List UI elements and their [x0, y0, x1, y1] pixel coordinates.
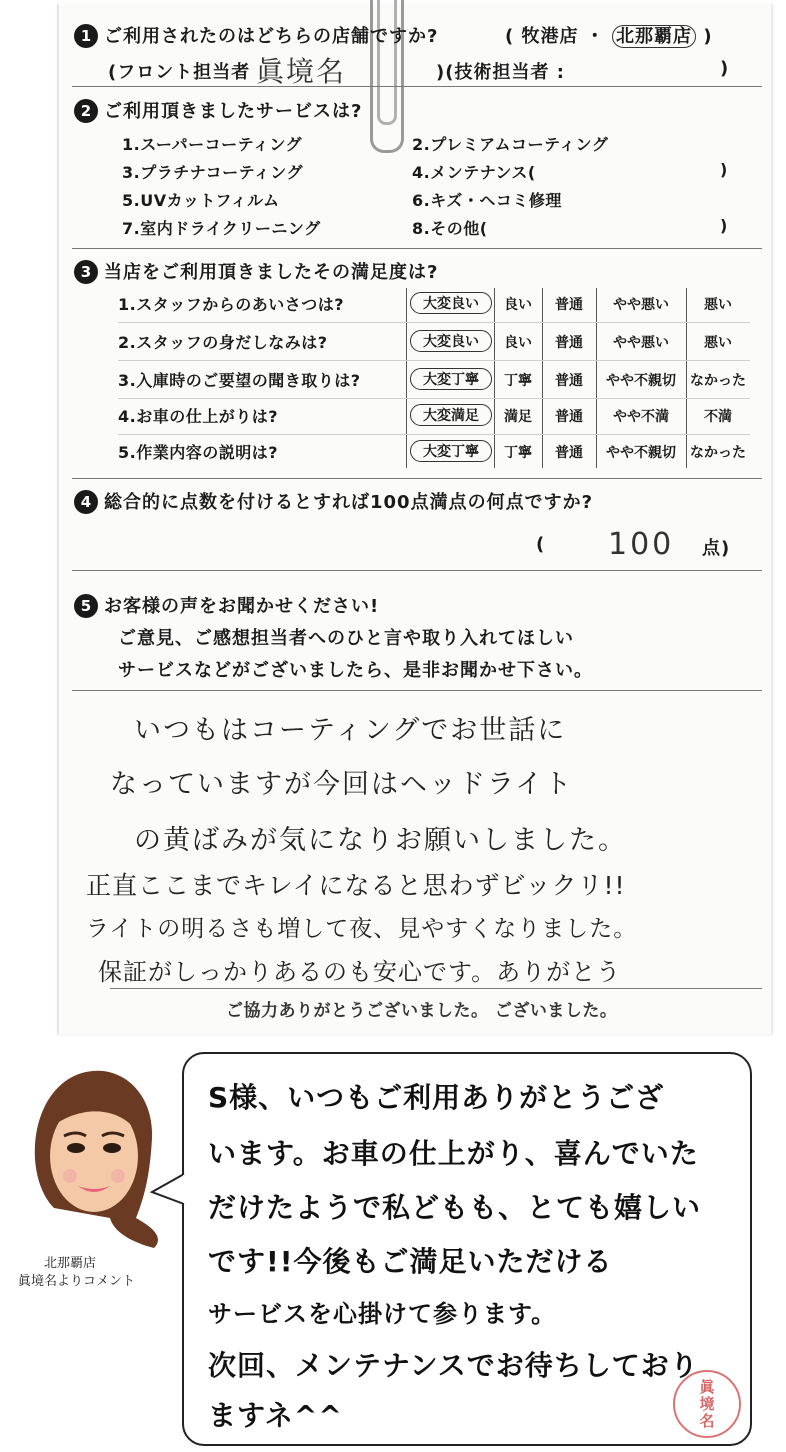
section-divider: [72, 478, 762, 479]
satisfaction-row-label: 1.スタッフからのあいさつは?: [118, 295, 344, 314]
comment-divider: [110, 988, 762, 989]
table-col-divider: [406, 288, 407, 468]
q5-subtext-2: サービスなどがございましたら、是非お聞かせ下さい。: [118, 660, 593, 681]
rating-option: 良い: [504, 335, 532, 351]
rating-option: やや不親切: [606, 445, 676, 461]
comment-closing: ご協力ありがとうございました。 ございました。: [226, 1001, 618, 1021]
reply-line: だけたようで私どもも、とても嬉しい: [208, 1191, 702, 1224]
score-unit: 点): [702, 538, 731, 559]
rating-option: 普通: [555, 373, 583, 389]
question-number-1: 1: [74, 24, 98, 48]
store-option-kitanaha-selected: 北那覇店: [612, 25, 696, 48]
rating-option: 普通: [555, 297, 583, 313]
rating-option: 不満: [704, 409, 732, 425]
score-value: 100: [608, 527, 675, 562]
comment-line: 正直ここまでキレイになると思わずビックリ!!: [86, 871, 626, 900]
store-option-makiminato: 牧港店: [521, 26, 579, 47]
rating-option: 普通: [555, 335, 583, 351]
service-item-8: 8.その他(: [412, 219, 488, 238]
staff-caption-store: 北那覇店: [44, 1256, 97, 1271]
rating-option: なかった: [690, 445, 746, 461]
bubble-tail-icon: [150, 1170, 186, 1210]
comment-line: いつもはコーティングでお世話に: [134, 715, 567, 746]
reply-line: です!!今後もご満足いただける: [208, 1245, 613, 1278]
rating-option: やや不満: [613, 409, 669, 425]
section-divider: [72, 248, 762, 249]
reply-line: ますネ^^: [208, 1399, 343, 1432]
rating-option: 丁寧: [504, 373, 532, 389]
row-divider: [118, 360, 750, 361]
satisfaction-row-label: 3.入庫時のご要望の聞き取りは?: [118, 371, 361, 390]
rating-option: 悪い: [704, 335, 732, 351]
service-item-3: 3.プラチナコーティング: [122, 163, 303, 182]
comment-line: ライトの明るさも増して夜、見やすくなりました。: [86, 916, 638, 942]
rating-option: 悪い: [704, 297, 732, 313]
staff-reply-bubble: [182, 1052, 752, 1446]
tech-staff-close: ): [720, 58, 730, 79]
rating-selected: 大変良い: [410, 292, 492, 314]
front-staff-label: (フロント担当者: [108, 62, 251, 83]
question-number-2: 2: [74, 99, 98, 123]
comment-line: なっていますが今回はヘッドライト: [110, 769, 574, 800]
rating-selected: 大変丁寧: [410, 368, 492, 390]
rating-option: 良い: [504, 297, 532, 313]
section-divider: [72, 570, 762, 571]
service-item-5: 5.UVカットフィルム: [122, 191, 280, 210]
service-item-6: 6.キズ・ヘコミ修理: [412, 191, 562, 210]
stamp-char: 眞: [699, 1377, 715, 1396]
section-divider: [72, 690, 762, 691]
rating-option: やや悪い: [613, 297, 669, 313]
row-divider: [118, 434, 750, 435]
rating-option: 満足: [504, 409, 532, 425]
staff-caption-name: 眞境名よりコメント: [18, 1274, 136, 1289]
service-item-8-close: ): [720, 216, 728, 235]
reply-line: サービスを心掛けて参ります。: [208, 1300, 557, 1328]
q3-question: 当店をご利用頂きましたその満足度は?: [104, 262, 439, 283]
q1-store-options: ( 牧港店 ・ 北那覇店 ): [505, 26, 713, 47]
tech-staff-label: )(技術担当者 :: [436, 62, 565, 83]
q2-question: ご利用頂きましたサービスは?: [104, 101, 363, 122]
question-number-4: 4: [74, 490, 98, 514]
satisfaction-row-label: 2.スタッフの身だしなみは?: [118, 333, 328, 352]
rating-selected: 大変満足: [410, 404, 492, 426]
rating-option: やや悪い: [613, 335, 669, 351]
rating-option: 普通: [555, 445, 583, 461]
rating-option: やや不親切: [606, 373, 676, 389]
rating-selected: 大変丁寧: [410, 440, 492, 462]
row-divider: [118, 322, 750, 323]
reply-line: 次回、メンテナンスでお待ちしており: [208, 1349, 699, 1382]
satisfaction-row-label: 4.お車の仕上がりは?: [118, 407, 278, 426]
question-number-5: 5: [74, 594, 98, 618]
reply-line: います。お車の仕上がり、喜んでいた: [208, 1137, 699, 1170]
row-divider: [118, 398, 750, 399]
stamp-char: 境: [699, 1394, 715, 1413]
staff-avatar-icon: [14, 1058, 164, 1248]
question-number-3: 3: [74, 260, 98, 284]
front-staff-name: 眞境名: [256, 55, 347, 88]
rating-option: 普通: [555, 409, 583, 425]
service-item-7: 7.室内ドライクリーニング: [122, 219, 321, 238]
satisfaction-row-label: 5.作業内容の説明は?: [118, 443, 278, 462]
rating-selected: 大変良い: [410, 330, 492, 352]
reply-line: S様、いつもご利用ありがとうござ: [208, 1081, 665, 1114]
service-item-4: 4.メンテナンス(: [412, 163, 536, 182]
name-seal-stamp: [673, 1370, 741, 1438]
section-divider: [72, 86, 762, 87]
q5-question: お客様の声をお聞かせください!: [104, 596, 380, 617]
comment-line: 保証がしっかりあるのも安心です。ありがとう: [98, 958, 622, 986]
q4-question: 総合的に点数を付けるとすれば100点満点の何点ですか?: [104, 492, 594, 513]
score-open-paren: (: [536, 534, 546, 555]
rating-option: 丁寧: [504, 445, 532, 461]
q1-question: ご利用されたのはどちらの店舗ですか?: [104, 26, 439, 47]
stamp-char: 名: [699, 1411, 715, 1430]
q5-subtext-1: ご意見、ご感想担当者へのひと言や取り入れてほしい: [118, 628, 574, 649]
rating-option: なかった: [690, 373, 746, 389]
service-item-4-close: ): [720, 160, 728, 179]
paper-clip-inner-icon: [377, 0, 397, 125]
service-item-1: 1.スーパーコーティング: [122, 135, 303, 154]
comment-line: の黄ばみが気になりお願いしました。: [134, 825, 627, 856]
service-item-2: 2.プレミアムコーティング: [412, 135, 609, 154]
